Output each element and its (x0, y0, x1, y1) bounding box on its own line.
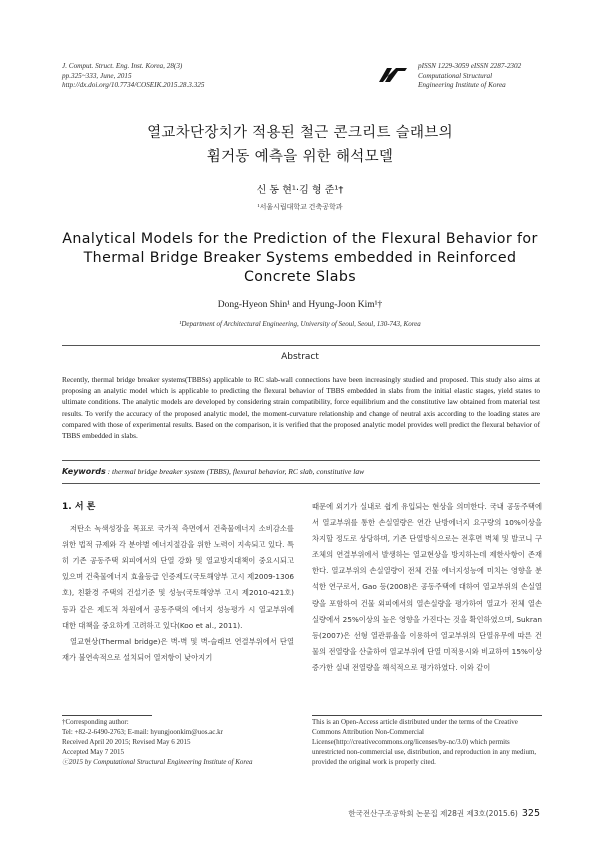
section-heading: 1. 서 론 (62, 502, 96, 512)
korean-authors: 신 동 현¹·김 형 준¹† (256, 185, 344, 196)
contact-line: Tel: +82-2-6490-2763; E-mail: hyungjoonkim@uos.ac.kr (62, 728, 223, 736)
paragraph: 저탄소 녹색성장을 목표로 국가적 측면에서 건축물에너지 소비감소를 위한 법적 규제와 각 분야별 에너지절감을 위한 노력이 지속되고 있다. 특히 기존 공동주택 외피에서의 단열 강화 및 열교방지대책이 중요시되고 있으며 건축물에너지 효율등급 인증제도(국토해양부 고시 제2009-1306호), 친환경 주택의 건설기준 및 성능(국토해양부 고시 제2010-421호) 등과 같은 제도적 차원에서 공동주택의 에너지 성능평가 시 열교부위에 대한 대책을 중요하게 고려하고 있다(Koo et al., 2011). (62, 524, 294, 630)
english-title-line: Thermal Bridge Breaker Systems embedded in Reinforced (83, 250, 517, 266)
keywords (62, 467, 364, 476)
keywords-label: Keywords (62, 467, 106, 476)
korean-affiliation: ¹서울시립대학교 건축공학과 (257, 203, 343, 211)
citation-line: J. Comput. Struct. Eng. Inst. Korea, 28(3) (62, 62, 183, 70)
issn-block (418, 62, 521, 91)
abstract-heading: Abstract (281, 352, 319, 362)
keywords-bottom-rule (62, 483, 540, 484)
page-footer (300, 808, 540, 819)
journal-citation (62, 62, 204, 91)
doi-link[interactable]: http://dx.doi.org/10.7734/COSEIK.2015.28.3.325 (62, 81, 205, 90)
open-access-rule (312, 715, 542, 716)
korean-title-line: 열교차단장치가 적용된 철근 콘크리트 슬래브의 (147, 125, 453, 141)
right-column (312, 499, 542, 676)
english-authors: Dong-Hyeon Shin¹ and Hyung-Joon Kim¹† (217, 300, 383, 310)
open-access-notice: This is an Open-Access article distributed under the terms of the Creative Commons Attribution Non-Commercial License(http://creativecommons.org/licenses/by-nc/3.0) which permits unrestricted non-commercial use, distribution, and reproduction in any medium, provided the original work is properly cited. (312, 718, 537, 766)
abstract-top-rule (62, 345, 540, 346)
coseik-logo-icon (378, 66, 408, 84)
copyright: ⓒ2015 by Computational Structural Engineering Institute of Korea (62, 758, 253, 766)
abstract-text: Recently, thermal bridge breaker systems(TBBSs) applicable to RC slab-wall connections have been increasingly studied and proposed. This study also aims at proposing an analytic model which is applicable to predicting the flexural behavior of TBBS embedded in slabs from the initial elastic stages, yield states to ultimate conditions. The analytic models are developed by considering strain compatibility, force equilibrium and the constitutive law obtained from material test results. To verify the accuracy of the proposed analytic model, the moment-curvature relationship and change of neutral axis according to the loading states are compared with those of experimental results. Based on the comparison, it is verified that the proposed analytic model provides well predict the flexural behavior of TBBS embedded in slabs. (62, 375, 540, 441)
english-title-line: Analytical Models for the Prediction of the Flexural Behavior for (62, 231, 538, 247)
society-line: Computational Structural (418, 71, 493, 80)
paragraph: 열교현상(Thermal bridge)은 벽-벽 및 벽-슬래브 연결부위에서 단열재가 불연속적으로 설치되어 열저항이 낮아지기 (62, 636, 294, 662)
accepted-date: Accepted May 7 2015 (62, 748, 125, 756)
received-date: Received April 20 2015; Revised May 6 2015 (62, 738, 191, 746)
citation-line: pp.325~333, June, 2015 (62, 71, 132, 80)
footnote (62, 717, 294, 767)
footer-journal: 한국전산구조공학회 논문집 제28권 제3호(2015.6) (348, 809, 518, 818)
korean-title (0, 121, 600, 169)
english-title-line: Concrete Slabs (243, 269, 357, 285)
paragraph: 때문에 외기가 실내로 쉽게 유입되는 현상을 의미한다. 국내 공동주택에서 열교부위를 통한 손실열량은 연간 난방에너지 요구량의 10%이상을 차지할 정도로 상당하며, 기존 단열방식으로는 전후면 벽체 및 발코니 구조체의 연결부위에서 발생하는 열교현상을 방지하는데 제한사항이 존재한다. 열교부위의 손실열량이 전체 건물 에너지성능에 미치는 영향을 분석한 연구로서, Gao 등(2008)은 공동주택에 대하여 열교부위의 손실열량을 포함하여 건물 외피에서의 열손실량을 평가하여 열교가 전체 열손실량에서 25%이상의 높은 영향을 가진다는 것을 확인하였으며, Sukran 등(2007)은 선형 열관류율을 이용하여 열교부위의 단열유무에 따른 건물의 전열량을 산출하여 열교부위에 단열 미적용시와 비교하여 15%이상 증가한 실내 전열량을 해석적으로 평가하였다. 이와 같이 (312, 502, 542, 672)
abstract-bottom-rule (62, 460, 540, 461)
korean-title-line: 휨거동 예측을 위한 해석모델 (206, 149, 394, 165)
english-title (40, 230, 560, 287)
left-column (62, 499, 294, 666)
english-affiliation: ¹Department of Architectural Engineering, University of Seoul, Seoul, 130-743, Korea (179, 320, 421, 328)
page-number: 325 (521, 808, 540, 819)
corresponding-author: †Corresponding author: (62, 718, 129, 726)
society-line: Engineering Institute of Korea (418, 81, 506, 90)
keywords-text: : thermal bridge breaker system (TBBS), flexural behavior, RC slab, constitutive law (105, 467, 365, 476)
issn-line: pISSN 1229-3059 eISSN 2287-2302 (418, 62, 522, 70)
footnote-rule (62, 715, 152, 716)
